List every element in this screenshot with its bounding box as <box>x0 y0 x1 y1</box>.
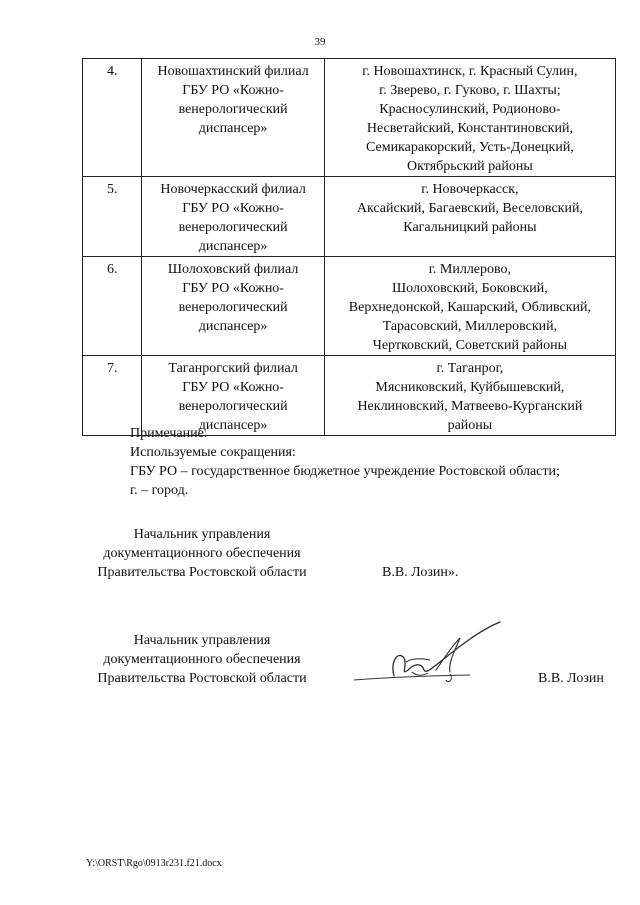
branch-line: диспансер» <box>198 239 268 254</box>
signature-block-final <box>0 631 640 701</box>
branch-name <box>142 59 324 177</box>
branch-line: ГБУ РО «Кожно- <box>182 83 284 98</box>
abbreviation-line: г. – город. <box>130 483 189 498</box>
branch-line: ГБУ РО «Кожно- <box>182 201 284 216</box>
row-number: 6. <box>83 257 142 356</box>
branch-line: Шолоховский филиал <box>167 262 299 277</box>
territory-line: Верхнедонской, Кашарский, Обливский, <box>348 300 592 315</box>
territory-line: г. Новошахтинск, г. Красный Сулин, <box>362 64 578 79</box>
branch-line: диспансер» <box>198 418 268 433</box>
position-line: Правительства Ростовской области <box>97 565 307 580</box>
file-path: Y:\ORST\Rgo\0913r231.f21.docx <box>86 858 222 869</box>
territory-line: Красносулинский, Родионово- <box>379 102 561 117</box>
row-number: 4. <box>83 59 142 177</box>
position-line: Правительства Ростовской области <box>97 671 307 686</box>
branch-line: Новочеркасский филиал <box>160 182 306 197</box>
districts-table <box>82 58 616 436</box>
branch-line: Таганрогский филиал <box>168 361 298 376</box>
territory-line: Аксайский, Багаевский, Веселовский, <box>356 201 583 216</box>
branch-name <box>142 177 324 257</box>
branch-name <box>142 257 324 356</box>
served-territories <box>324 59 615 177</box>
branch-line: венерологический <box>178 220 288 235</box>
notes-intro: Используемые сокращения: <box>130 445 296 460</box>
row-number: 5. <box>83 177 142 257</box>
table-row <box>83 177 616 257</box>
territory-line: Кагальницкий районы <box>403 220 537 235</box>
territory-line: г. Новочеркасск, <box>421 182 519 197</box>
territory-line: Несветайский, Константиновский, <box>366 121 573 136</box>
territory-line: Неклиновский, Матвеево-Курганский <box>357 399 583 414</box>
branch-line: венерологический <box>178 399 288 414</box>
territory-line: Чертковский, Советский районы <box>372 338 568 353</box>
branch-line: ГБУ РО «Кожно- <box>182 380 284 395</box>
row-number: 7. <box>83 356 142 436</box>
position-line: Начальник управления <box>133 633 271 648</box>
branch-line: диспансер» <box>198 319 268 334</box>
signature-block-original <box>0 525 640 595</box>
served-territories <box>324 177 615 257</box>
branch-line: венерологический <box>178 300 288 315</box>
signer-position <box>84 525 320 582</box>
position-line: Начальник управления <box>133 527 271 542</box>
branch-line: венерологический <box>178 102 288 117</box>
territory-line: г. Таганрог, <box>436 361 504 376</box>
table-row <box>83 59 616 177</box>
territory-line: Октябрьский районы <box>407 159 533 174</box>
territory-line: Мясниковский, Куйбышевский, <box>375 380 565 395</box>
branch-line: ГБУ РО «Кожно- <box>182 281 284 296</box>
territory-line: Семикаракорский, Усть-Донецкий, <box>365 140 574 155</box>
branch-line: Новошахтинский филиал <box>157 64 309 79</box>
page-number: 39 <box>314 36 326 48</box>
notes-section <box>130 424 560 500</box>
handwritten-signature <box>350 618 510 698</box>
territory-line: районы <box>447 418 493 433</box>
position-line: документационного обеспечения <box>103 652 301 667</box>
table-row <box>83 257 616 356</box>
served-territories <box>324 257 615 356</box>
signer-name: В.В. Лозин <box>538 671 604 686</box>
branch-line: диспансер» <box>198 121 268 136</box>
signer-name: В.В. Лозин». <box>382 565 459 580</box>
position-line: документационного обеспечения <box>103 546 301 561</box>
notes-title: Примечание. <box>130 426 208 441</box>
territory-line: г. Зверево, г. Гуково, г. Шахты; <box>379 83 561 98</box>
abbreviation-line: ГБУ РО – государственное бюджетное учреждение Ростовской области; <box>130 464 560 479</box>
territory-line: Тарасовский, Миллеровский, <box>382 319 558 334</box>
signer-position <box>84 631 320 688</box>
territory-line: Шолоховский, Боковский, <box>392 281 548 296</box>
territory-line: г. Миллерово, <box>428 262 512 277</box>
